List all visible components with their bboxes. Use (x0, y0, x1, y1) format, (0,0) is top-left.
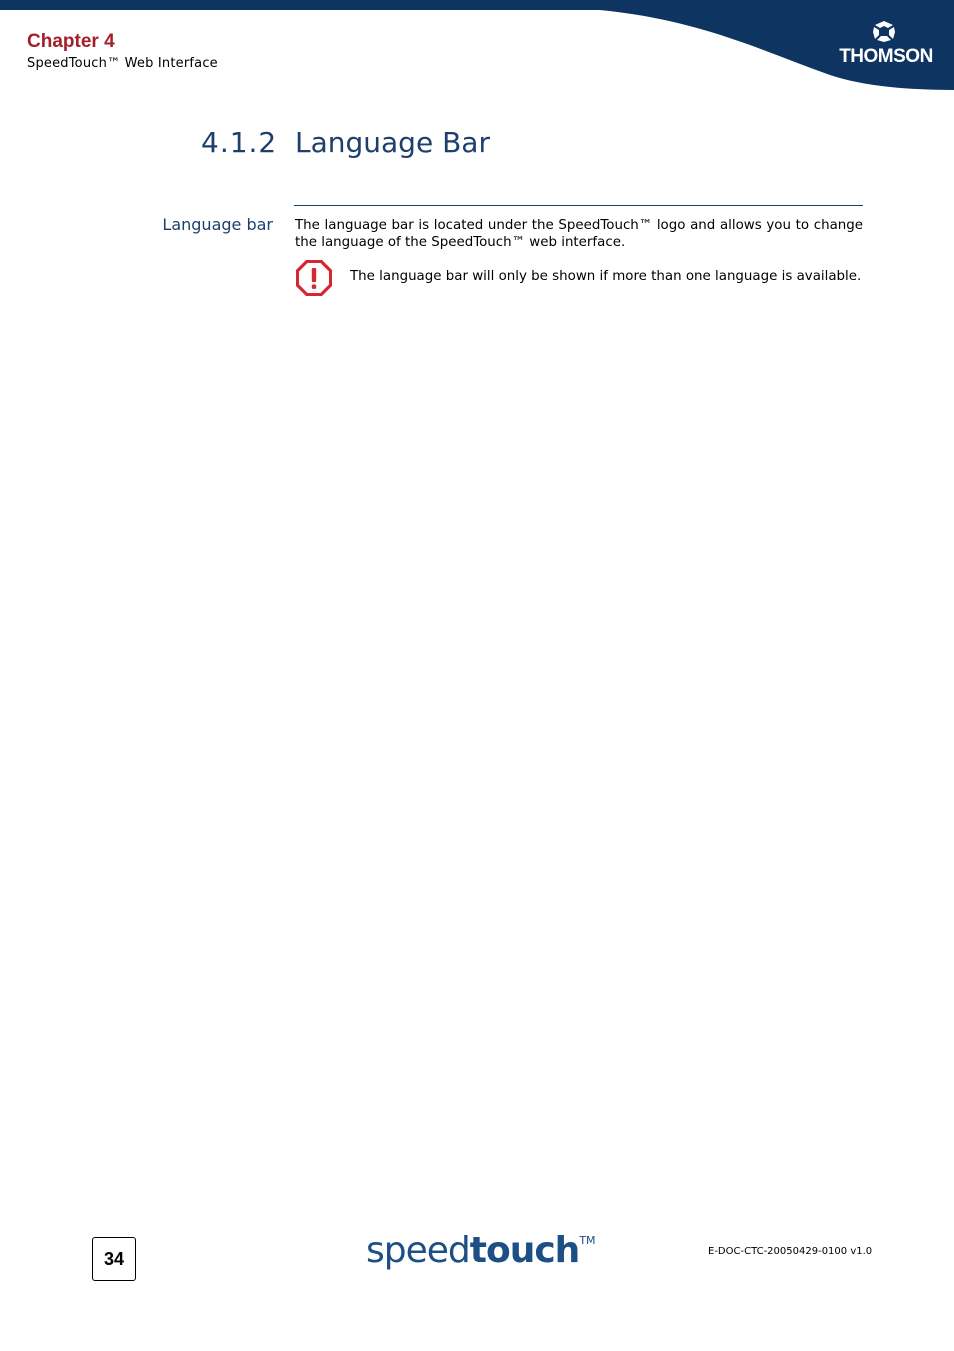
thomson-logo (838, 20, 934, 70)
thomson-emblem-icon (838, 20, 934, 46)
section-divider (294, 205, 863, 206)
note-text: The language bar will only be shown if more than one language is available. (350, 269, 862, 284)
header-band (0, 0, 954, 95)
chapter-label: Chapter 4 (27, 31, 115, 52)
page-number: 34 (92, 1237, 136, 1281)
warning-icon (295, 259, 333, 297)
logo-touch: touch (469, 1230, 580, 1271)
document-reference: E-DOC-CTC-20050429-0100 v1.0 (708, 1246, 873, 1257)
side-heading: Language bar (162, 215, 273, 234)
speedtouch-logo (366, 1230, 596, 1271)
section-title: Language Bar (295, 126, 490, 159)
chapter-subtitle: SpeedTouch™ Web Interface (27, 56, 218, 71)
logo-speed: speed (366, 1230, 470, 1271)
section-number: 4.1.2 (201, 126, 278, 159)
body-paragraph: The language bar is located under the SpeedTouch™ logo and allows you to change the language of the SpeedTouch™ web interface. (295, 218, 863, 250)
thomson-wordmark: THOMSON (839, 46, 933, 67)
logo-tm: TM (579, 1234, 596, 1247)
